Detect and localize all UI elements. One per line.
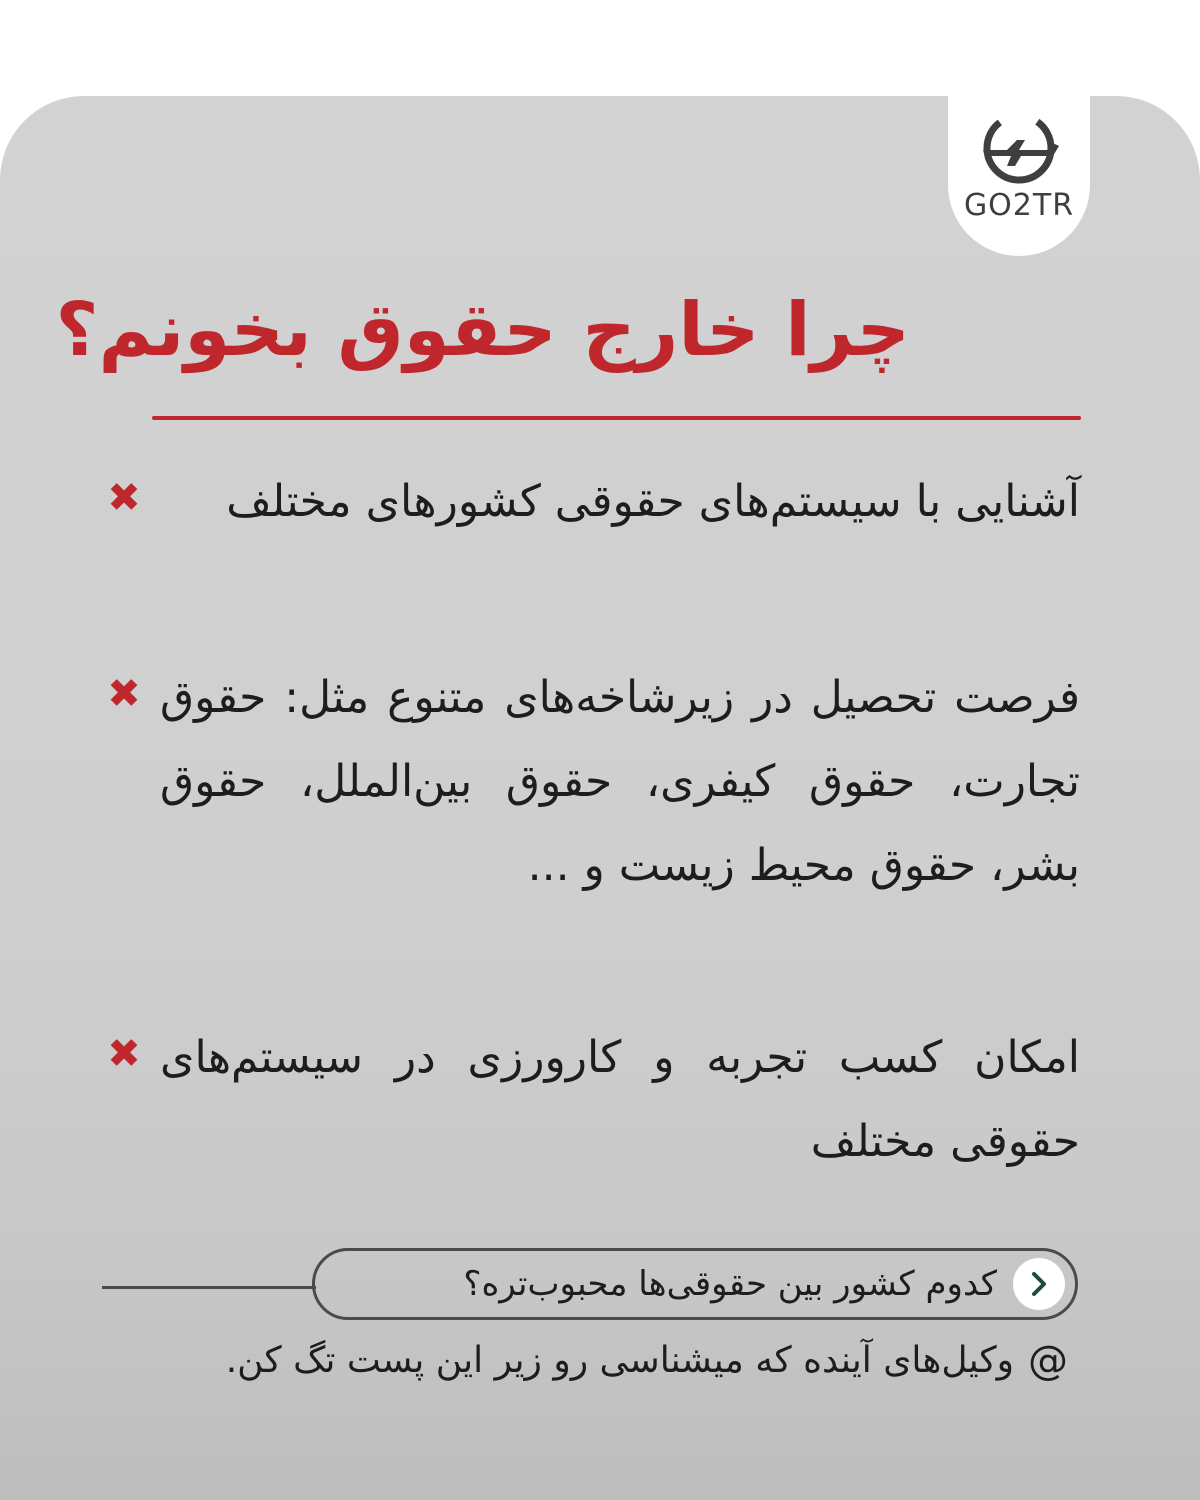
title-divider [152, 416, 1081, 420]
bullet-text: امکان کسب تجربه و کارورزی در سیستم‌های حقوقی مختلف [160, 1032, 1080, 1167]
airplane-globe-icon [977, 110, 1061, 186]
page-title: چرا خارج حقوق بخونم؟ [55, 287, 910, 373]
list-item [104, 460, 1080, 544]
footer-cta [100, 1337, 1068, 1384]
bullet-text: فرصت تحصیل در زیرشاخه‌های متنوع مثل: حقوق تجارت، حقوق کیفری، حقوق بین‌الملل، حقوق بشر، حقوق محیط زیست و ... [160, 672, 1080, 891]
logo-text: GO2TR [963, 188, 1075, 223]
red-x-icon: ✖ [107, 671, 141, 717]
question-connector-line [102, 1286, 316, 1289]
bullet-text: آشنایی با سیستم‌های حقوقی کشورهای مختلف [226, 476, 1080, 527]
question-pill[interactable] [312, 1248, 1078, 1320]
brand-logo [948, 96, 1090, 256]
list-item [104, 656, 1080, 908]
chevron-right-icon [1028, 1271, 1050, 1297]
list-item [104, 1016, 1080, 1184]
red-x-icon: ✖ [107, 1031, 141, 1077]
red-x-icon: ✖ [107, 475, 141, 521]
footer-text: وکیل‌های آینده که میشناسی رو زیر این پست تگ کن. [225, 1340, 1014, 1381]
question-text: کدوم کشور بین حقوقی‌ها محبوب‌تره؟ [463, 1264, 997, 1304]
chevron-button[interactable] [1013, 1258, 1065, 1310]
at-icon: @ [1028, 1337, 1068, 1384]
